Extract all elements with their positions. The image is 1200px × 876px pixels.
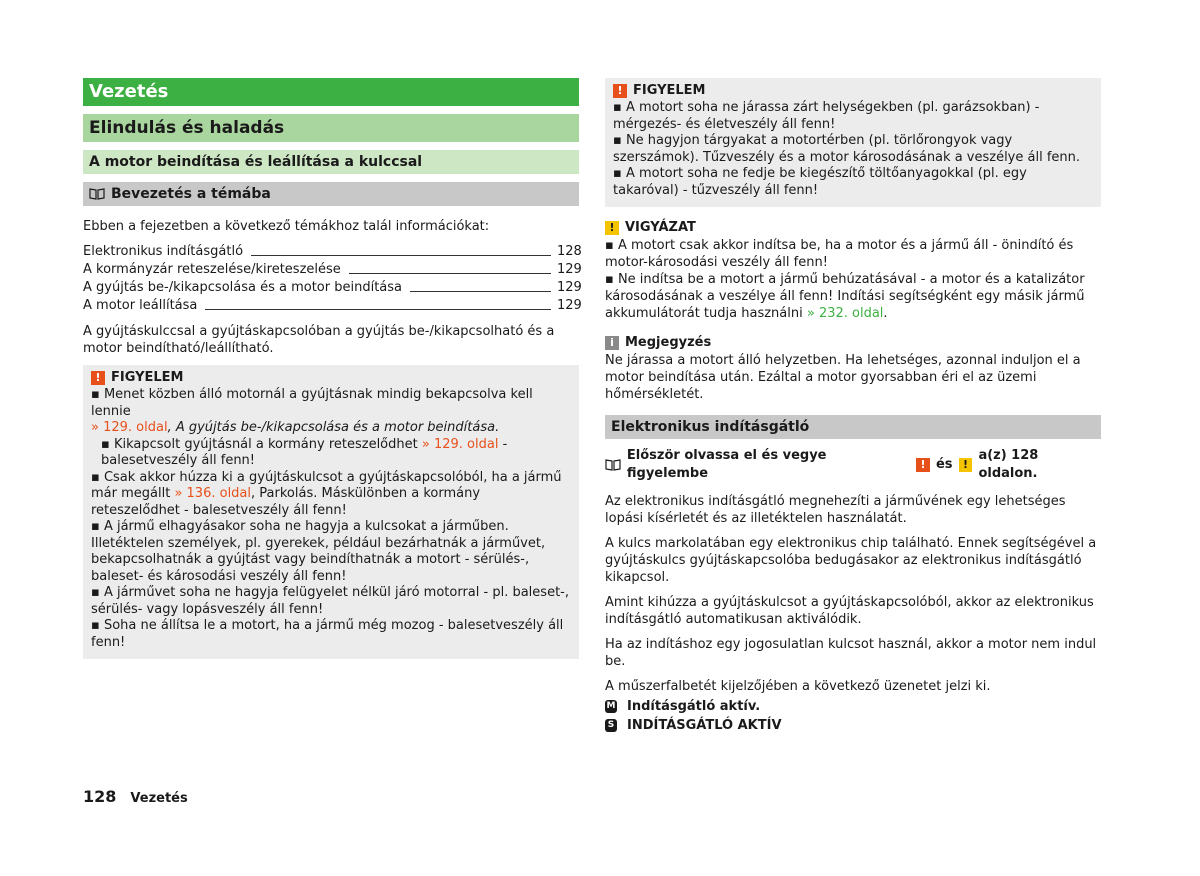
page-link[interactable]: » 136. oldal [174,486,252,501]
warning-item: ▪ Menet közben álló motornál a gyújtásnak mindig bekapcsolva kell lennie » 129. oldal, A gyújtás be-/kikapcsolása és a motor beindítása. [91,387,533,435]
body-paragraph: Ha az indításhoz egy jogosulatlan kulcsot használ, akkor a motor nem indul be. [605,637,1097,669]
body-paragraph: A kulcs markolatában egy elektronikus chip található. Ennek segítségével a gyújtáskulcs gyújtáskapcsolóba bedugásakor az elektronikus indításgátló kikapcsol. [605,536,1097,585]
note-title: Megjegyzés [625,335,712,350]
toc-item[interactable]: A kormányzár reteszelése/kireteszelése 129 [83,262,582,277]
page-link[interactable]: » 232. oldal [806,306,884,321]
right-column [605,78,1101,735]
warning-box [605,78,1101,207]
info-icon: i [605,336,619,350]
warning-item: ▪ Kikapcsolt gyújtásnál a kormány reteszelődhet » 129. oldal - balesetveszély áll fenn! [101,436,508,468]
intro-heading-label: Bevezetés a témába [111,186,271,202]
page-link[interactable]: » 129. oldal [91,420,168,435]
caution-box [605,219,1101,322]
warning-item: ▪ A járművet soha ne hagyja felügyelet nélkül járó motorral - pl. baleset-, sérülés- vagy lopásveszély áll fenn! [91,585,569,617]
page-link[interactable]: » 129. oldal [421,436,499,452]
warning-icon: ! [91,371,105,385]
toc-item[interactable]: A gyújtás be-/kikapcsolása és a motor beindítása 129 [83,280,582,295]
warning-item: ▪ A jármű elhagyásakor soha ne hagyja a kulcsokat a járműben. Illetéktelen személyek, pl. gyerekek, például bezárhatnák a járművet, bekapcsolhatnák a gyújtást vagy beindíthatnák a motort - sérülés-, baleset- és károsodási veszély áll fenn! [91,519,546,584]
body-paragraph: A műszerfalbetét kijelzőjében a következő üzenetet jelzi ki. [605,679,991,694]
caution-icon: ! [959,458,973,472]
toc-item[interactable]: Elektronikus indításgátló 128 [83,244,582,259]
section-heading: Elektronikus indításgátló [605,415,1101,439]
book-icon [89,188,105,200]
caution-item: ▪ A motort csak akkor indítsa be, ha a motor és a jármű áll - önindító és motor-károsodási veszély áll fenn! [605,238,1074,270]
section-title: Elindulás és haladás [83,114,579,142]
caution-icon: ! [605,221,619,235]
note-text: Ne járassa a motort álló helyzetben. Ha lehetséges, azonnal induljon el a motor beindítása után. Ezáltal a motor gyorsabban éri el az üzemi hőmérsékletét. [605,353,1081,402]
warning-box [83,365,579,659]
page-footer [83,787,188,806]
caution-title: VIGYÁZAT [625,220,696,235]
warning-item: ▪ A motort soha ne járassa zárt helységekben (pl. garázsokban) - mérgezés- és életveszély áll fenn! [613,100,1040,132]
warning-item: ▪ Csak akkor húzza ki a gyújtáskulcsot a gyújtáskapcsolóból, ha a jármű már megállt » 136. oldal, Parkolás. Máskülönben a kormány reteszelődhet - balesetveszély áll fenn! [91,469,562,518]
m-key-icon: M [606,701,616,711]
left-column [83,78,582,659]
warning-title: FIGYELEM [111,370,184,385]
warning-icon: ! [916,458,930,472]
toc-list [83,243,582,315]
chapter-title: Vezetés [83,78,579,106]
s-key-icon: S [605,719,617,732]
note-box [605,334,1101,403]
subsection-title: A motor beindítása és leállítása a kulccsal [83,150,579,174]
intro-text: Ebben a fejezetben a következő témákhoz talál információkat: [83,219,490,234]
display-message: M Indításgátló aktív. [606,699,761,714]
body-paragraph: Amint kihúzza a gyújtáskulcsot a gyújtáskapcsolóból, akkor az elektronikus indításgátló automatikusan aktiválódik. [605,595,1094,627]
intro-heading [83,182,579,206]
book-icon [605,459,621,471]
display-message: S INDÍTÁSGÁTLÓ AKTÍV [605,716,1101,735]
read-first-notice: Először olvassa el és vegye figyelembe ! és ! a(z) 128 oldalon. [605,447,1101,483]
warning-item: ▪ A motort soha ne fedje be kiegészítő töltőanyagokkal (pl. egy takaróval) - tűzveszély áll fenn! [613,166,1027,198]
warning-title: FIGYELEM [633,83,706,98]
caution-item: ▪ Ne indítsa be a motort a jármű behúzatásával - a motor és a katalizátor károsodásának a veszélye áll fenn! Indítási segítségként egy másik jármű akkumulátorát tudja használni » 232. oldal. [605,272,1085,321]
warning-icon: ! [613,84,627,98]
body-paragraph: Az elektronikus indításgátló megnehezíti a járművének egy lehetséges lopási kísérletét és az illetéktelen használatát. [605,494,1066,526]
footer-section: Vezetés [130,791,188,806]
page-number: 128 [83,787,117,806]
warning-item: ▪ Soha ne állítsa le a motort, ha a jármű még mozog - balesetveszély áll fenn! [91,618,564,650]
toc-item[interactable]: A motor leállítása 129 [83,298,582,313]
body-paragraph: A gyújtáskulccsal a gyújtáskapcsolóban a gyújtás be-/kikapcsolható és a motor beindítható/leállítható. [83,324,555,356]
warning-item: ▪ Ne hagyjon tárgyakat a motortérben (pl. törlőrongyok vagy szerszámok). Tűzveszély és a motor károsodásának a veszélye áll fenn. [613,133,1081,165]
